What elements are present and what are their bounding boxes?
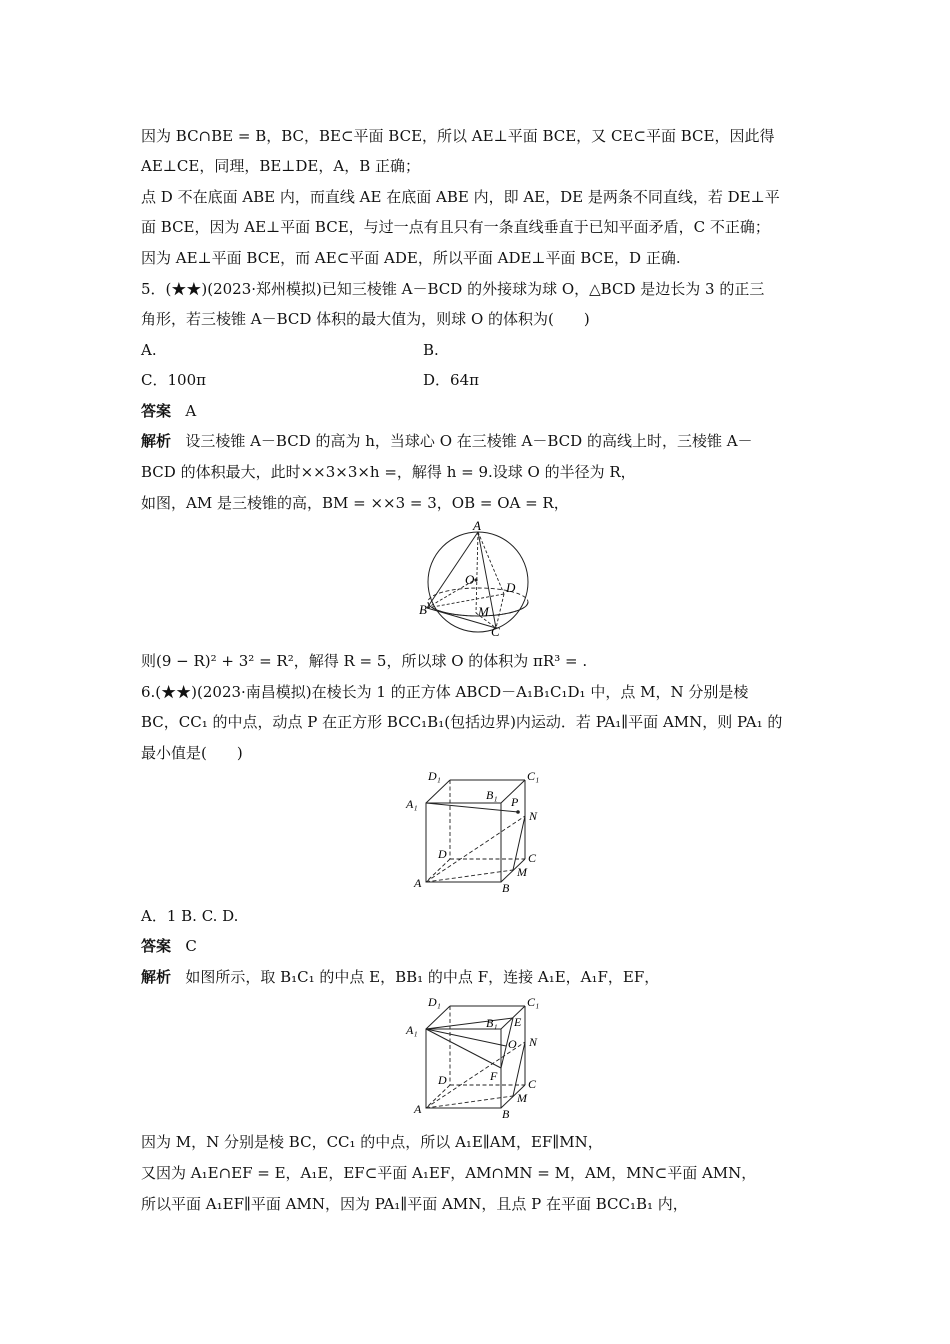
explanation-label: 解析 <box>141 432 172 450</box>
answer-value: A <box>185 402 197 420</box>
label-d: D <box>438 1073 447 1087</box>
answer-5 <box>141 401 813 423</box>
text-line: 点 D 不在底面 ABE 内，而直线 AE 在底面 ABE 内，即 AE，DE 是两条不同直线，若 DE⊥平 <box>141 188 780 206</box>
label-b1: B₁ <box>486 788 498 802</box>
label-d: D <box>438 847 447 861</box>
sphere-tetrahedron-figure <box>418 518 538 638</box>
explanation-text: 又因为 A₁E∩EF = E，A₁E，EF⊂平面 A₁EF，AM∩MN = M，AM，MN⊂平面 AMN， <box>141 1164 757 1182</box>
question-5-options-row1 <box>141 340 813 362</box>
label-n: N <box>529 809 538 823</box>
question-5-stem: 角形，若三棱锥 A－BCD 体积的最大值为，则球 O 的体积为( ) <box>141 310 590 328</box>
label-a: A <box>414 1102 422 1116</box>
question-6-stem: 最小值是( ) <box>141 744 243 762</box>
answer-label: 答案 <box>141 402 172 420</box>
question-6-stem: 6.(★★)(2023·南昌模拟)在棱长为 1 的正方体 ABCD－A₁B₁C₁D₁ 中，点 M，N 分别是棱 <box>141 683 749 701</box>
label-p: P <box>511 795 519 809</box>
label-d: D <box>506 580 516 595</box>
label-n: N <box>529 1035 538 1049</box>
label-b1: B₁ <box>486 1016 498 1030</box>
answer-label: 答案 <box>141 937 172 955</box>
explanation-text: BCD 的体积最大，此时××3×3×h =，解得 h = 9.设球 O 的半径为 R， <box>141 463 636 481</box>
label-m: M <box>478 604 489 619</box>
explanation-text: 则(9 − R)² + 3² = R²，解得 R = 5，所以球 O 的体积为 πR³ = . <box>141 652 588 670</box>
label-b: B <box>502 1107 510 1121</box>
answer-6 <box>141 936 813 958</box>
label-a1: A₁ <box>406 797 418 811</box>
explanation-text: 所以平面 A₁EF∥平面 AMN，因为 PA₁∥平面 AMN，且点 P 在平面 BCC₁B₁ 内， <box>141 1195 688 1213</box>
explanation-6 <box>141 967 813 989</box>
answer-value: C <box>185 937 197 955</box>
question-6-stem: BC，CC₁ 的中点，动点 P 在正方形 BCC₁B₁(包括边界)内运动．若 PA₁∥平面 AMN，则 PA₁ 的 <box>141 713 783 731</box>
question-6-options: A．1 B. C. D. <box>141 907 239 925</box>
text-line: 因为 AE⊥平面 BCE，而 AE⊂平面 ADE，所以平面 ADE⊥平面 BCE，D 正确. <box>141 249 681 267</box>
text-line: AE⊥CE，同理，BE⊥DE，A，B 正确； <box>141 157 420 175</box>
explanation-5 <box>141 431 813 453</box>
label-c1: C₁ <box>527 769 540 783</box>
label-o: O <box>465 572 475 587</box>
label-d1: D₁ <box>428 769 441 783</box>
explanation-text: 如图所示，取 B₁C₁ 的中点 E，BB₁ 的中点 F，连接 A₁E，A₁F，EF， <box>185 968 660 986</box>
label-c1: C₁ <box>527 995 540 1009</box>
label-m: M <box>517 865 527 879</box>
label-a: A <box>473 518 481 533</box>
label-e: E <box>514 1015 522 1029</box>
label-b: B <box>502 881 510 895</box>
option-b: B. <box>423 341 439 359</box>
explanation-text: 设三棱锥 A－BCD 的高为 h，当球心 O 在三棱锥 A－BCD 的高线上时，三棱锥 A－ <box>185 432 753 450</box>
label-c: C <box>491 624 500 638</box>
option-c: C．100π <box>141 371 206 389</box>
question-5-options-row2 <box>141 370 813 392</box>
explanation-text: 如图，AM 是三棱锥的高，BM = ××3 = 3，OB = OA = R， <box>141 494 569 512</box>
label-d1: D₁ <box>428 995 441 1009</box>
option-d: D．64π <box>423 371 479 389</box>
explanation-label: 解析 <box>141 968 172 986</box>
text-line: 面 BCE，因为 AE⊥平面 BCE，与过一点有且只有一条直线垂直于已知平面矛盾，C 不正确； <box>141 218 770 236</box>
label-o: O <box>508 1037 517 1051</box>
explanation-text: 因为 M，N 分别是棱 BC，CC₁ 的中点，所以 A₁E∥AM，EF∥MN， <box>141 1133 603 1151</box>
cube-figure-2 <box>404 992 554 1122</box>
text-line: 因为 BC∩BE = B，BC，BE⊂平面 BCE，所以 AE⊥平面 BCE，又 CE⊂平面 BCE，因此得 <box>141 127 775 145</box>
label-a1: A₁ <box>406 1023 418 1037</box>
label-b: B <box>419 602 427 617</box>
question-5-stem: 5．(★★)(2023·郑州模拟)已知三棱锥 A－BCD 的外接球为球 O，△BCD 是边长为 3 的正三 <box>141 280 765 298</box>
option-a: A. <box>141 341 157 359</box>
label-a: A <box>414 876 422 890</box>
label-c: C <box>528 1077 537 1091</box>
label-c: C <box>528 851 537 865</box>
label-f: F <box>490 1069 498 1083</box>
label-m: M <box>517 1091 527 1105</box>
cube-figure-1 <box>404 766 554 896</box>
